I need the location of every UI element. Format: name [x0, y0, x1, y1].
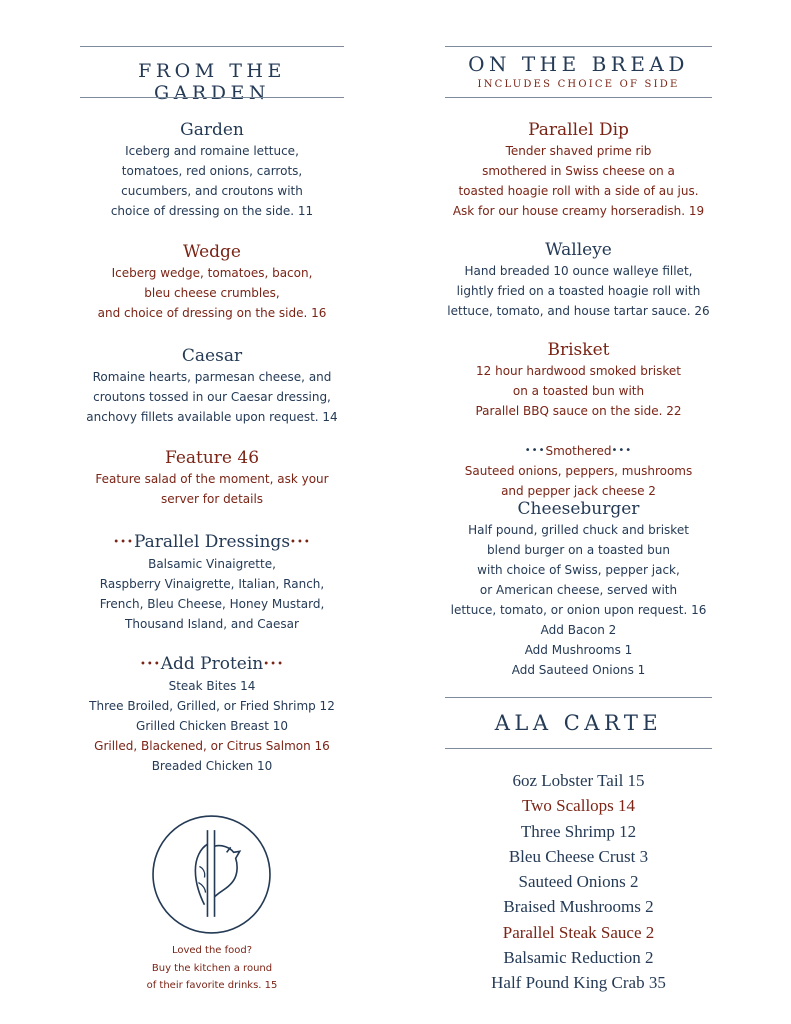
item-title: Wedge [183, 242, 241, 262]
protein-option: Breaded Chicken 10 [151, 759, 273, 773]
bullet-dots-icon: ••• [263, 659, 284, 670]
bullet-dots-icon: ••• [113, 537, 134, 548]
protein-option: Three Broiled, Grilled, or Fried Shrimp 12 [89, 699, 335, 713]
menu-item-brisket [437, 339, 720, 501]
menu-item-garden [72, 119, 352, 221]
ala-carte-item: Three Shrimp 12 [520, 821, 637, 841]
protein-option: Grilled Chicken Breast 10 [136, 719, 288, 733]
item-description: Balsamic Vinaigrette, Raspberry Vinaigrette, Italian, Ranch, French, Bleu Cheese, Honey Mustard, Thousand Island, and Caesar [99, 557, 325, 631]
bullet-dots-icon: ••• [524, 445, 546, 456]
section-title-bread: ON THE BREAD [468, 52, 689, 76]
item-title: Add Protein [160, 654, 264, 674]
section-title-ala-carte: ALA CARTE [494, 711, 663, 735]
menu-item-dressings [72, 531, 352, 634]
item-title: Cheeseburger [517, 499, 640, 519]
item-title-row [72, 653, 352, 676]
item-title: Walleye [545, 240, 612, 260]
menu-item-feature [72, 447, 352, 509]
item-title: Parallel Dip [528, 120, 629, 140]
ala-carte-item: Balsamic Reduction 2 [503, 948, 654, 968]
divider [445, 748, 712, 749]
ala-carte-item: Parallel Steak Sauce 2 [502, 922, 655, 942]
item-title: Brisket [547, 340, 610, 360]
ala-carte-item: 6oz Lobster Tail 15 [512, 771, 645, 790]
bullet-dots-icon: ••• [611, 445, 633, 456]
menu-item-add-protein [72, 653, 352, 776]
bullet-dots-icon: ••• [140, 659, 161, 670]
smothered-label: Smothered [545, 444, 612, 458]
item-title: Feature 46 [164, 448, 260, 468]
ala-carte-item: Braised Mushrooms 2 [503, 897, 654, 917]
ala-carte-item: Bleu Cheese Crust 3 [508, 846, 649, 866]
divider [80, 97, 344, 98]
ala-carte-item: Sauteed Onions 2 [518, 872, 639, 892]
bullet-dots-icon: ••• [290, 537, 311, 548]
ala-carte-item: Two Scallops 14 [521, 796, 636, 816]
ala-carte-list [445, 768, 712, 996]
divider [445, 46, 712, 47]
item-description: Iceberg and romaine lettuce, tomatoes, red onions, carrots, cucumbers, and croutons with choice of dressing on the side. 11 [110, 144, 314, 218]
ala-carte-item: Half Pound King Crab 35 [491, 973, 666, 993]
divider [445, 697, 712, 698]
item-title: Parallel Dressings [133, 532, 291, 552]
smothered-description: Sauteed onions, peppers, mushrooms and pepper jack cheese 2 [464, 464, 693, 498]
item-description: Tender shaved prime rib smothered in Swiss cheese on a toasted hoagie roll with a side of au jus. Ask for our house creamy horseradish. 19 [452, 144, 705, 218]
protein-option: Steak Bites 14 [168, 679, 256, 693]
divider [80, 46, 344, 47]
smothered-row [437, 421, 720, 461]
menu-item-caesar [72, 345, 352, 427]
item-title-row [72, 531, 352, 554]
item-description: Iceberg wedge, tomatoes, bacon, bleu cheese crumbles, and choice of dressing on the side. 16 [97, 266, 327, 320]
cow-logo-icon [151, 814, 272, 935]
menu-item-wedge [72, 241, 352, 323]
section-subtitle: INCLUDES CHOICE OF SIDE [477, 79, 680, 90]
item-description: Romaine hearts, parmesan cheese, and croutons tossed in our Caesar dressing, anchovy fillets available upon request. 14 [86, 370, 338, 424]
item-description: Feature salad of the moment, ask your server for details [95, 472, 329, 506]
item-description: Half pound, grilled chuck and brisket blend burger on a toasted bun with choice of Swiss, pepper jack, or American cheese, served with lettuce, tomato, or onion upon request. 16 Add Bacon 2 Add Mushrooms 1 Add Sauteed Onions 1 [450, 523, 707, 677]
kitchen-tip-note: Loved the food? Buy the kitchen a round of their favorite drinks. 15 [146, 945, 278, 991]
item-description: Hand breaded 10 ounce walleye fillet, lightly fried on a toasted hoagie roll with lettuce, tomato, and house tartar sauce. 26 [447, 264, 710, 318]
divider [445, 97, 712, 98]
menu-item-walleye [437, 239, 720, 321]
item-description: 12 hour hardwood smoked brisket on a toasted bun with Parallel BBQ sauce on the side. 22 [475, 364, 682, 418]
menu-item-cheeseburger [437, 498, 720, 680]
protein-option: Grilled, Blackened, or Citrus Salmon 16 [94, 739, 330, 753]
item-title: Garden [180, 120, 244, 140]
section-title-garden: FROM THE GARDEN [138, 60, 286, 104]
item-title: Caesar [181, 346, 243, 366]
menu-item-parallel-dip [437, 119, 720, 221]
